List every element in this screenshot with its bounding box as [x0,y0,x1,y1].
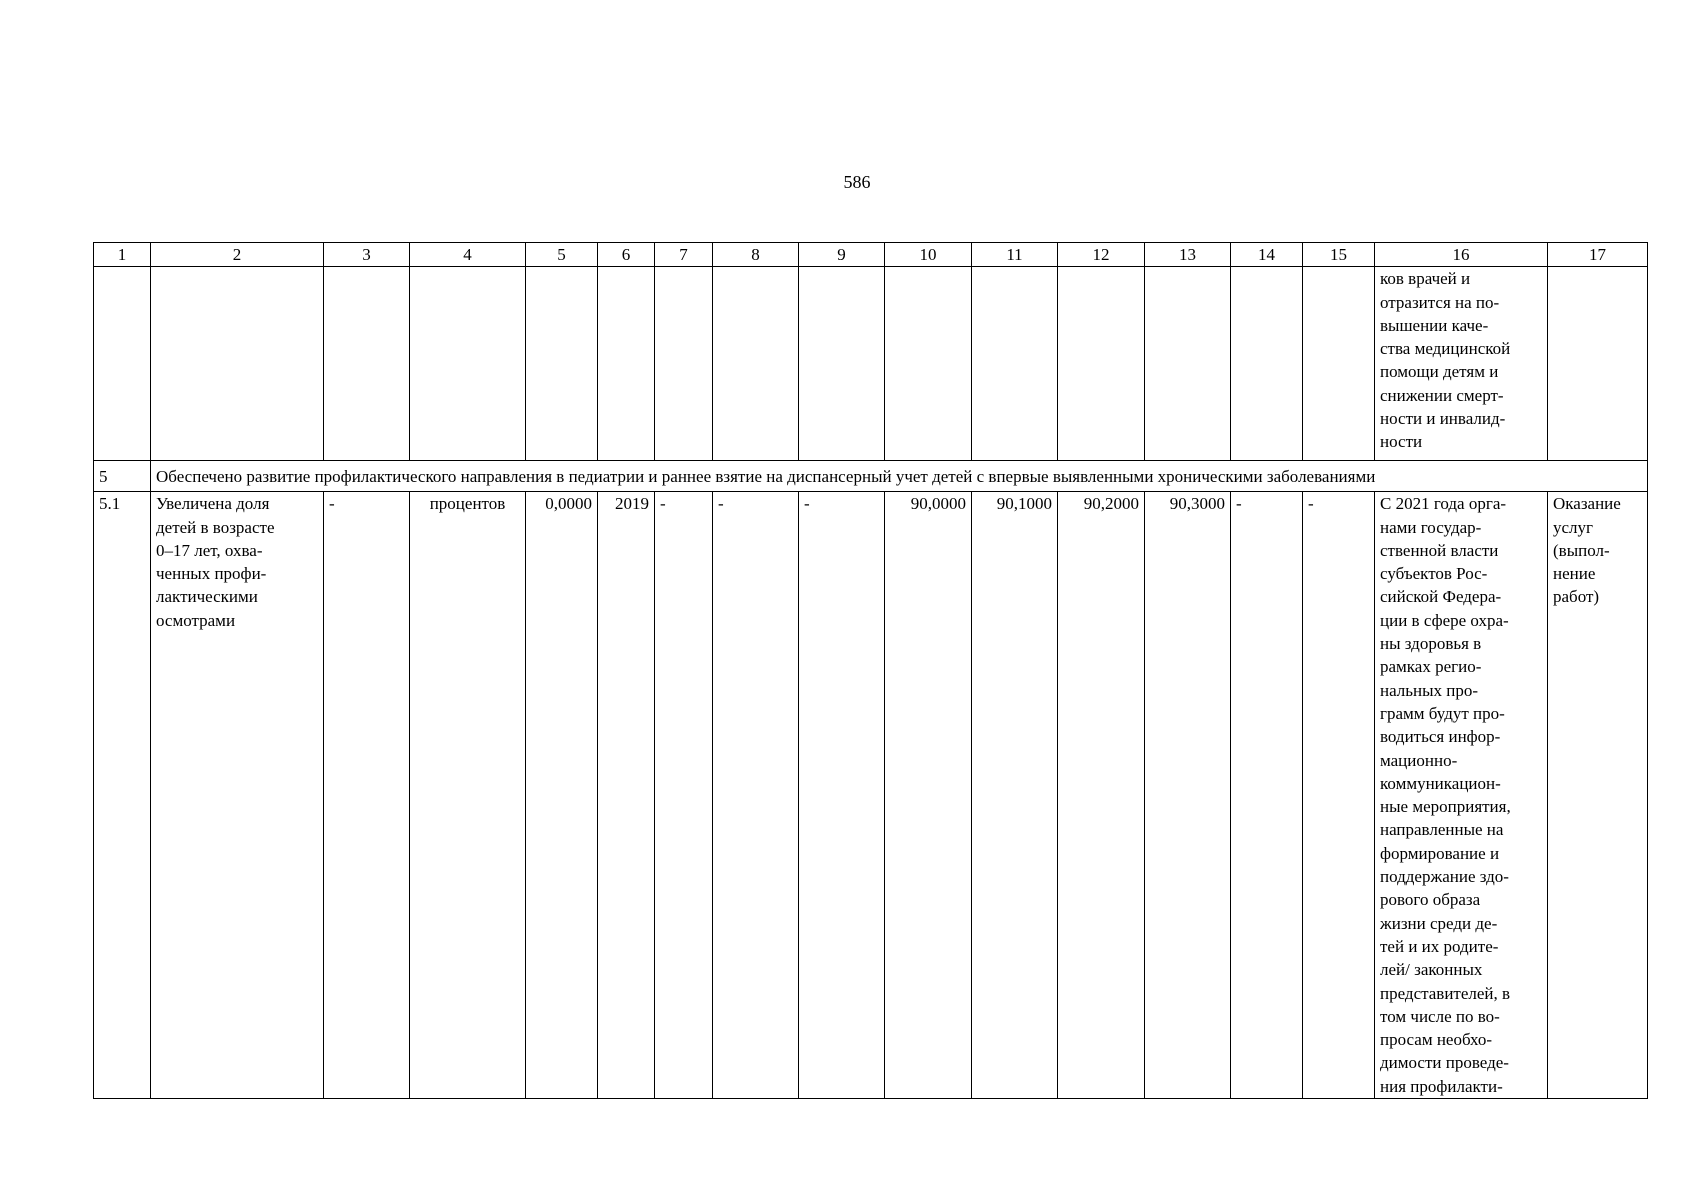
text-line: субъектов Рос- [1380,564,1488,584]
column-header: 4 [410,243,526,267]
section-title: Обеспечено развитие профилактического направления в педиатрии и раннее взятие на диспансерный учет детей с впервые выявленными хроническими заболеваниями [151,461,1648,492]
column-header: 11 [972,243,1058,267]
base-year-cell: 2019 [598,492,655,1099]
base-value-cell: 0,0000 [526,492,598,1099]
text-line: жизни среди де- [1380,913,1498,933]
table-header-row [94,243,1648,267]
table-cell: - [713,492,799,1099]
description-cell [1375,492,1548,1099]
text-line: 0–17 лет, охва- [156,540,263,560]
text-line: рового образа [1380,890,1481,910]
text-line: лактическими [156,587,258,607]
text-line: ков врачей и [1380,269,1471,289]
text-line: ности [1380,432,1423,452]
text-line: коммуникацион- [1380,773,1501,793]
column-header: 9 [799,243,885,267]
text-line: ны здоровья в [1380,634,1482,654]
table-cell [94,267,151,461]
table-cell: - [324,492,410,1099]
text-line: направленные на [1380,820,1504,840]
text-line: ства медицинской [1380,339,1511,359]
text-line: формирование и [1380,843,1500,863]
section-row [94,461,1648,492]
text-line: ности и инвалид- [1380,409,1506,429]
text-line: нами государ- [1380,517,1482,537]
text-line: осмотрами [156,610,236,630]
table-cell [1548,267,1648,461]
column-header: 2 [151,243,324,267]
text-line: С 2021 года орга- [1380,494,1507,514]
column-header: 15 [1303,243,1375,267]
value-cell: 90,2000 [1058,492,1145,1099]
column-header: 10 [885,243,972,267]
table-cell [598,267,655,461]
text-line: том числе по во- [1380,1006,1500,1026]
table-cell: - [1231,492,1303,1099]
table-cell [799,267,885,461]
value-cell: 90,0000 [885,492,972,1099]
column-header: 6 [598,243,655,267]
text-line: Оказание [1553,494,1621,514]
text-line: помощи детям и [1380,362,1499,382]
text-line: димости проведе- [1380,1053,1509,1073]
text-line: лей/ законных [1380,960,1483,980]
column-header: 5 [526,243,598,267]
table-cell [1145,267,1231,461]
continuation-row [94,267,1648,461]
table-cell [655,267,713,461]
table-cell [885,267,972,461]
table-cell [713,267,799,461]
column-header: 16 [1375,243,1548,267]
text-line: рамках регио- [1380,657,1482,677]
column-header: 12 [1058,243,1145,267]
table-cell: - [799,492,885,1099]
text-line: нальных про- [1380,680,1479,700]
text-line: вышении каче- [1380,315,1489,335]
value-cell: 90,3000 [1145,492,1231,1099]
section-number: 5 [94,461,151,492]
text-line: ния профилакти- [1380,1076,1503,1096]
text-line: водиться инфор- [1380,727,1501,747]
text-line: просам необхо- [1380,1030,1492,1050]
text-line: отразится на по- [1380,292,1500,312]
table-cell [151,267,324,461]
text-line: представителей, в [1380,983,1511,1003]
text-line: снижении смерт- [1380,385,1504,405]
text-line: мационно- [1380,750,1458,770]
text-line: грамм будут про- [1380,703,1505,723]
table-cell: - [655,492,713,1099]
text-line: ции в сфере охра- [1380,610,1509,630]
column-header: 8 [713,243,799,267]
column-header: 13 [1145,243,1231,267]
table-cell [410,267,526,461]
text-line: детей в возрасте [156,517,275,537]
text-line: работ) [1553,587,1600,607]
table-cell [1303,267,1375,461]
value-cell: 90,1000 [972,492,1058,1099]
table-cell [526,267,598,461]
data-table [93,242,1648,1099]
text-line: сийской Федера- [1380,587,1502,607]
text-line: услуг [1553,517,1594,537]
unit-cell: процентов [410,492,526,1099]
text-line: Увеличена доля [156,494,270,514]
table-cell [972,267,1058,461]
table-row [94,492,1648,1099]
table-cell [1231,267,1303,461]
text-line: ные мероприятия, [1380,797,1511,817]
text-line: ченных профи- [156,564,267,584]
continuation-text-cell [1375,267,1548,461]
row-number: 5.1 [94,492,151,1099]
text-line: поддержание здо- [1380,867,1509,887]
work-type-cell [1548,492,1648,1099]
text-line: (выпол- [1553,540,1610,560]
table-cell [324,267,410,461]
column-header: 3 [324,243,410,267]
column-header: 17 [1548,243,1648,267]
page-number: 586 [843,172,871,192]
table-cell: - [1303,492,1375,1099]
indicator-name [151,492,324,1099]
text-line: тей и их родите- [1380,936,1499,956]
column-header: 1 [94,243,151,267]
text-line: ственной власти [1380,540,1499,560]
text-line: нение [1553,564,1596,584]
column-header: 7 [655,243,713,267]
table-cell [1058,267,1145,461]
column-header: 14 [1231,243,1303,267]
